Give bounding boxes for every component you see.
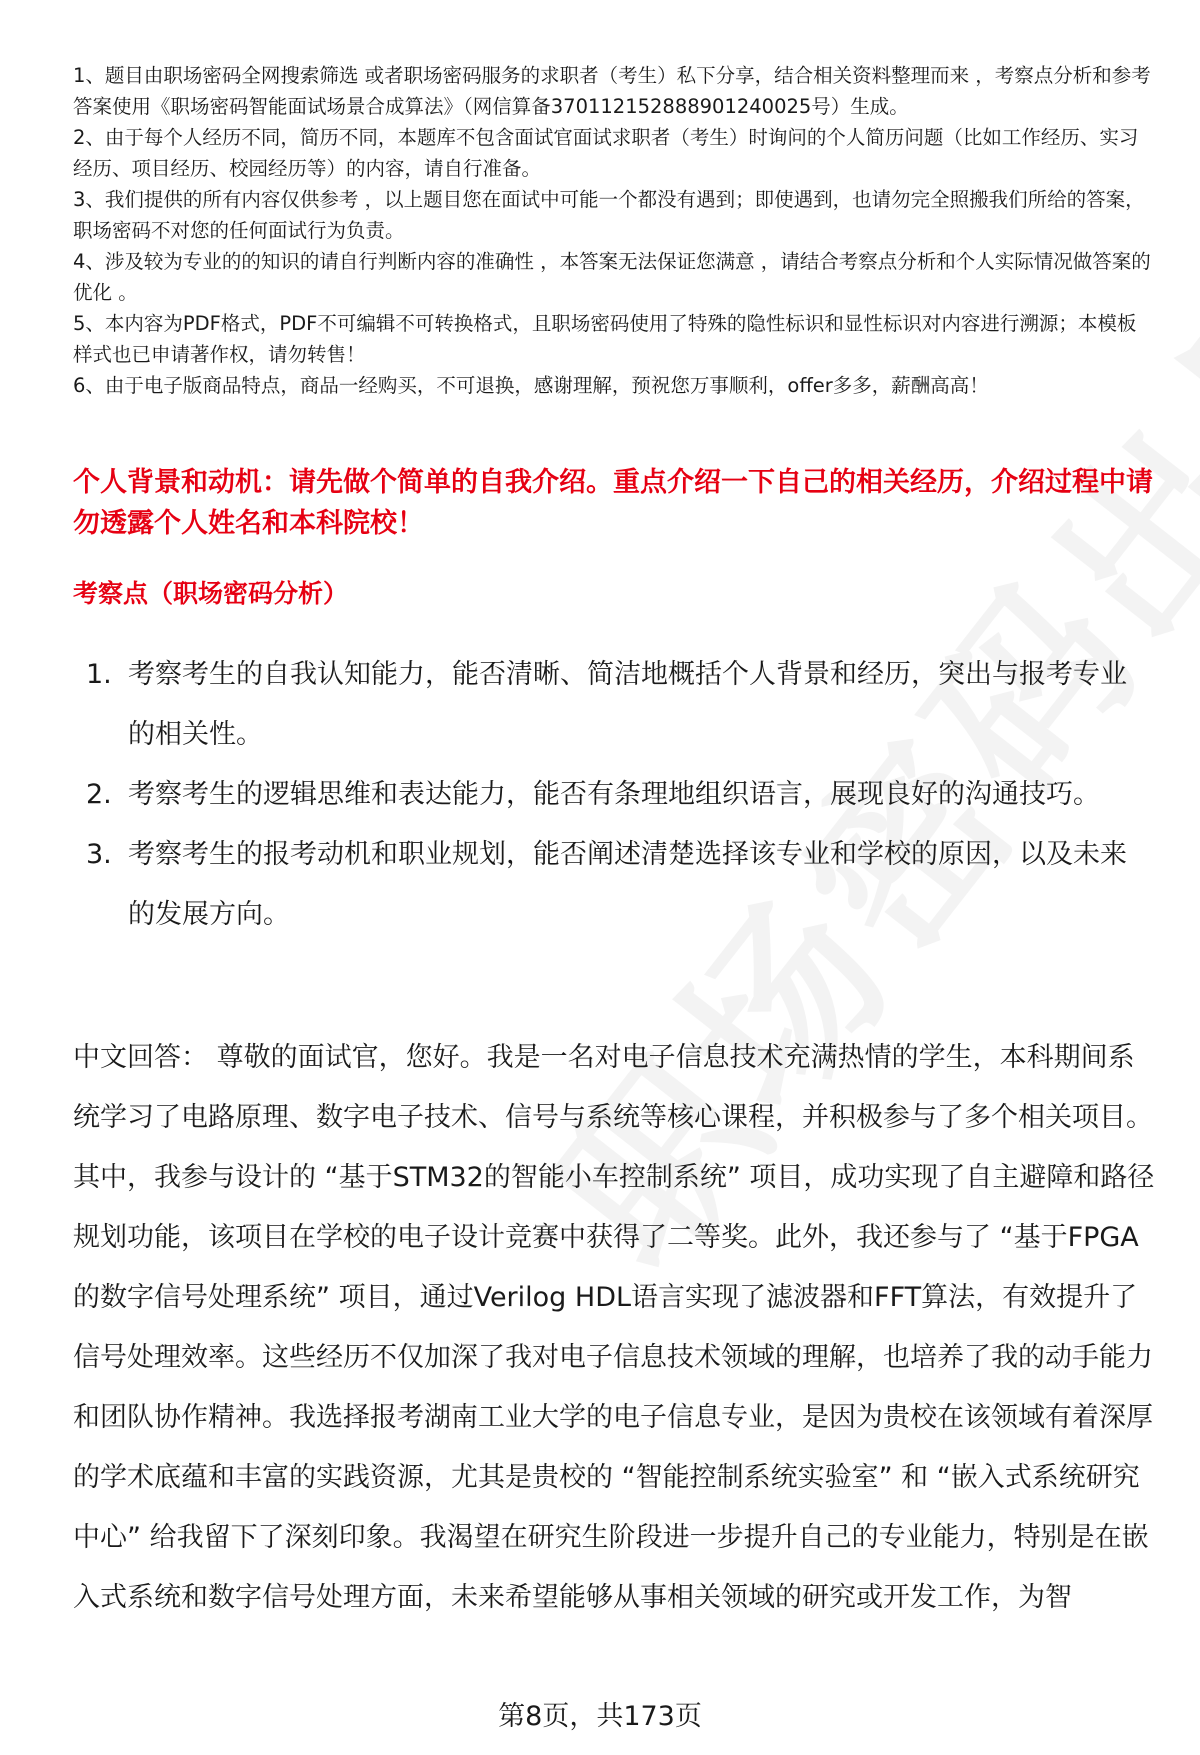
notice-item: 6、由于电子版商品特点，商品一经购买，不可退换，感谢理解，预祝您万事顺利，offer多多，薪酬高高！ bbox=[73, 374, 989, 397]
point-text: 考察考生的自我认知能力，能否清晰、简洁地概括个人背景和经历，突出与报考专业的相关性。 bbox=[128, 659, 1127, 750]
point-number: 2. bbox=[86, 779, 112, 810]
point-number: 1. bbox=[86, 659, 112, 690]
notice-item: 4、涉及较为专业的的知识的请自行判断内容的准确性 ，本答案无法保证您满意 ，请结合考察点分析和个人实际情况做答案的优化 。 bbox=[73, 250, 1151, 304]
assessment-points bbox=[73, 645, 1153, 945]
assessment-point bbox=[73, 825, 1153, 945]
notice-list bbox=[73, 60, 1153, 401]
points-heading: 考察点（职场密码分析） bbox=[73, 579, 349, 608]
answer-section bbox=[73, 1028, 1158, 1628]
point-text: 考察考生的报考动机和职业规划，能否阐述清楚选择该专业和学校的原因，以及未来的发展方向。 bbox=[128, 839, 1127, 930]
notice-item: 2、由于每个人经历不同，简历不同，本题库不包含面试官面试求职者（考生）时询问的个人简历问题（比如工作经历、实习经历、项目经历、校园经历等）的内容，请自行准备。 bbox=[73, 126, 1139, 180]
page-number: 第8页，共173页 bbox=[498, 1701, 702, 1732]
notice-item: 5、本内容为PDF格式，PDF不可编辑不可转换格式，且职场密码使用了特殊的隐性标识和显性标识对内容进行溯源；本模板样式也已申请著作权，请勿转售！ bbox=[73, 312, 1137, 366]
notice-item: 1、题目由职场密码全网搜索筛选 或者职场密码服务的求职者（考生）私下分享，结合相关资料整理而来 ，考察点分析和参考答案使用《职场密码智能面试场景合成算法》（网信算备370112152888901240025号）生成。 bbox=[73, 64, 1151, 118]
assessment-point bbox=[73, 765, 1153, 825]
question-title: 个人背景和动机：请先做个简单的自我介绍。重点介绍一下自己的相关经历，介绍过程中请勿透露个人姓名和本科院校！ bbox=[73, 467, 1153, 539]
answer-text: 中文回答： 尊敬的面试官，您好。我是一名对电子信息技术充满热情的学生，本科期间系统学习了电路原理、数字电子技术、信号与系统等核心课程，并积极参与了多个相关项目。其中，我参与设计的 “基于STM32的智能小车控制系统” 项目，成功实现了自主避障和路径规划功能，该项目在学校的电子设计竞赛中获得了二等奖。此外，我还参与了 “基于FPGA的数字信号处理系统” 项目，通过Verilog HDL语言实现了滤波器和FFT算法，有效提升了信号处理效率。这些经历不仅加深了我对电子信息技术领域的理解，也培养了我的动手能力和团队协作精神。我选择报考湖南工业大学的电子信息专业，是因为贵校在该领域有着深厚的学术底蕴和丰富的实践资源，尤其是贵校的 “智能控制系统实验室” 和 “嵌入式系统研究中心” 给我留下了深刻印象。我渴望在研究生阶段进一步提升自己的专业能力，特别是在嵌入式系统和数字信号处理方面，未来希望能够从事相关领域的研究或开发工作，为智 bbox=[73, 1042, 1155, 1613]
assessment-point bbox=[73, 645, 1153, 765]
point-number: 3. bbox=[86, 839, 112, 870]
notice-item: 3、我们提供的所有内容仅供参考 ，以上题目您在面试中可能一个都没有遇到；即使遇到，也请勿完全照搬我们所给的答案，职场密码不对您的任何面试行为负责。 bbox=[73, 188, 1145, 242]
point-text: 考察考生的逻辑思维和表达能力，能否有条理地组织语言，展现良好的沟通技巧。 bbox=[128, 779, 1100, 810]
